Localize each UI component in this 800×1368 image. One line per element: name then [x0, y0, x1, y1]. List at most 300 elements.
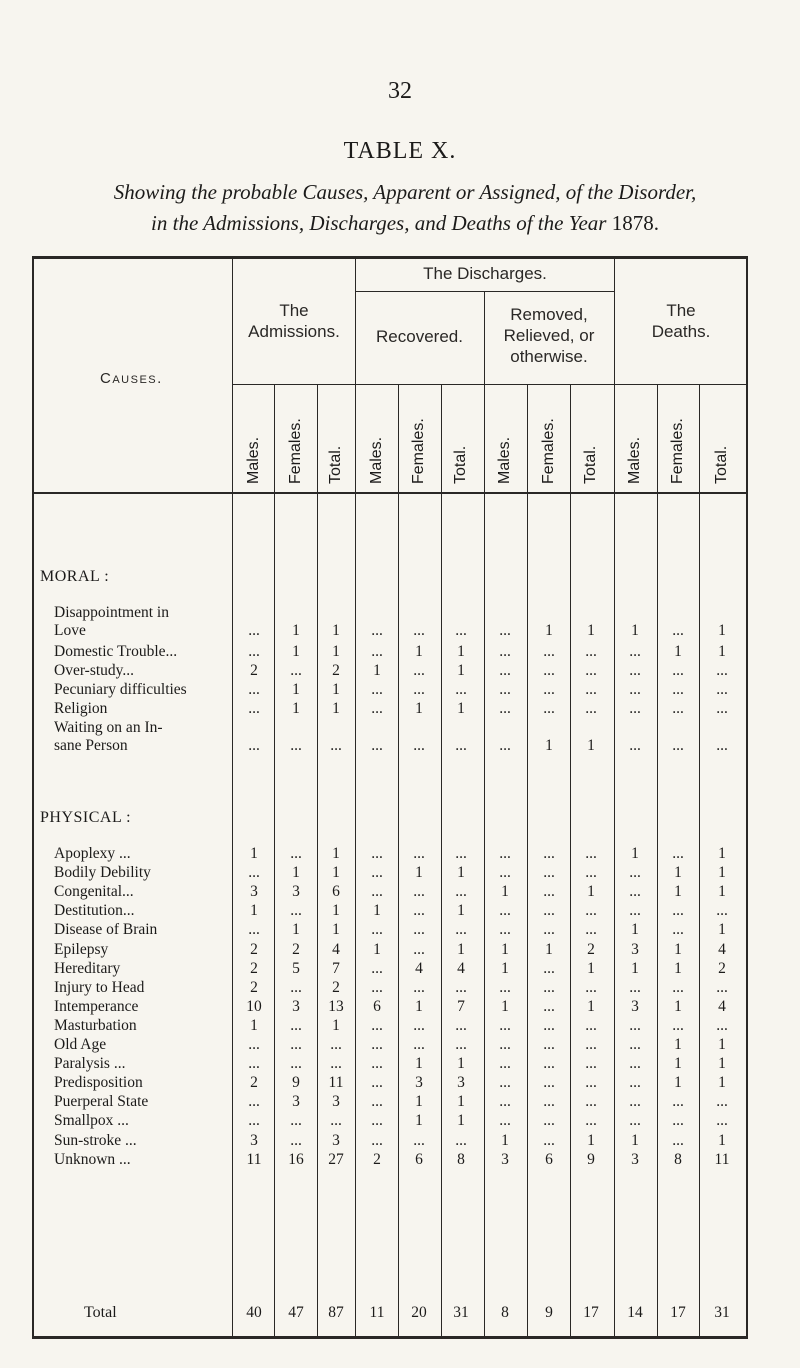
cell-admissions-females: 3 — [292, 883, 300, 901]
discharges-rule — [355, 291, 615, 292]
cell-admissions-females: 16 — [288, 1150, 304, 1168]
cell-recovered-males: 2 — [373, 1150, 381, 1168]
cell-removed-total: 9 — [587, 1150, 595, 1168]
cell-deaths-males: 1 — [631, 959, 639, 977]
cell-removed-females: ... — [543, 921, 555, 939]
row-label: Destitution... — [54, 902, 135, 920]
cell-recovered-females: 6 — [415, 1150, 423, 1168]
deaths-header-line-2: Deaths. — [651, 322, 711, 341]
cell-deaths-males: ... — [629, 681, 641, 698]
cell-admissions-total: 1 — [332, 902, 340, 920]
column-rule — [484, 291, 485, 1339]
cell-admissions-males: 11 — [246, 1150, 262, 1168]
removed-header-line-2: Relieved, or — [503, 326, 595, 345]
subheader-recovered-females: Females. — [410, 418, 427, 484]
cell-admissions-total: 1 — [332, 864, 340, 882]
cell-removed-total: 1 — [587, 997, 595, 1015]
cell-admissions-total: 1 — [332, 921, 340, 939]
cell-admissions-males: ... — [248, 700, 260, 717]
cell-recovered-females: ... — [413, 1036, 425, 1053]
cell-deaths-males: ... — [629, 737, 641, 754]
cell-admissions-total: 1 — [332, 681, 340, 698]
cell-removed-total: ... — [585, 1016, 597, 1034]
cell-admissions-males: 40 — [246, 1304, 262, 1321]
subheader-removed-females: Females. — [540, 418, 557, 484]
row-label: Puerperal State — [54, 1093, 149, 1111]
cell-recovered-males: ... — [371, 959, 383, 977]
cell-deaths-females: ... — [672, 1131, 684, 1149]
cell-admissions-males: ... — [248, 643, 260, 660]
table-subtitle — [30, 177, 780, 239]
cell-deaths-females: ... — [672, 622, 684, 639]
cell-admissions-females: ... — [290, 978, 302, 996]
cell-admissions-females: 3 — [292, 1093, 300, 1111]
cell-removed-females: ... — [543, 1036, 555, 1053]
row-label: Masturbation — [54, 1016, 137, 1034]
column-rule — [527, 384, 528, 1339]
page-number: 32 — [388, 78, 412, 104]
cell-recovered-females: ... — [413, 622, 425, 639]
cell-recovered-females: ... — [413, 662, 425, 679]
cell-removed-males: ... — [499, 845, 511, 862]
discharges-header: The Discharges. — [423, 264, 547, 283]
cell-recovered-males: ... — [371, 643, 383, 660]
cell-recovered-males: ... — [371, 1112, 383, 1130]
cell-deaths-males: ... — [629, 1074, 641, 1092]
cell-recovered-females: ... — [413, 940, 425, 958]
cell-deaths-males: ... — [629, 1055, 641, 1073]
cell-deaths-total: 1 — [718, 1074, 726, 1092]
cell-recovered-females: ... — [413, 1131, 425, 1149]
cell-recovered-females: ... — [413, 1016, 425, 1034]
cell-recovered-total: ... — [455, 681, 467, 698]
cell-recovered-females: 3 — [415, 1074, 423, 1092]
table-left-rule — [32, 256, 34, 1339]
cell-deaths-females: 1 — [674, 997, 682, 1015]
cell-removed-males: ... — [499, 643, 511, 660]
cell-admissions-females: ... — [290, 1036, 302, 1053]
cell-admissions-males: ... — [248, 622, 260, 639]
cell-removed-total: ... — [585, 1055, 597, 1073]
cell-deaths-total: 31 — [714, 1304, 730, 1321]
cell-recovered-total: 7 — [457, 997, 465, 1015]
cell-recovered-males: ... — [371, 845, 383, 862]
cell-admissions-total: ... — [330, 1055, 342, 1073]
column-rule — [699, 384, 700, 1339]
cell-deaths-total: ... — [716, 1016, 728, 1034]
cell-recovered-total: 4 — [457, 959, 465, 977]
column-rule — [232, 256, 233, 1339]
cell-removed-females: ... — [543, 978, 555, 996]
subheader-admissions-females: Females. — [287, 418, 304, 484]
total-row-label: Total — [84, 1304, 117, 1321]
cell-admissions-total: 7 — [332, 959, 340, 977]
cell-admissions-total: 2 — [332, 978, 340, 996]
cell-admissions-females: ... — [290, 1055, 302, 1073]
cell-deaths-males: ... — [629, 700, 641, 717]
cell-admissions-total: 6 — [332, 883, 340, 901]
cell-admissions-males: 1 — [250, 902, 258, 920]
cell-deaths-females: 17 — [670, 1304, 686, 1321]
row-label: Unknown ... — [54, 1150, 131, 1168]
cell-removed-males: ... — [499, 700, 511, 717]
cell-deaths-males: 1 — [631, 921, 639, 939]
cell-admissions-females: 1 — [292, 921, 300, 939]
cell-admissions-females: 5 — [292, 959, 300, 977]
cell-removed-males: ... — [499, 662, 511, 679]
cell-deaths-total: 1 — [718, 883, 726, 901]
cell-deaths-females: ... — [672, 921, 684, 939]
cell-removed-females: ... — [543, 1016, 555, 1034]
cell-recovered-total: 1 — [457, 662, 465, 679]
cell-admissions-total: 27 — [328, 1150, 344, 1168]
subheader-recovered-males: Males. — [368, 436, 385, 484]
cell-removed-males: 1 — [501, 959, 509, 977]
cell-recovered-total: ... — [455, 1016, 467, 1034]
cell-deaths-total: 1 — [718, 845, 726, 862]
cell-deaths-total: 1 — [718, 643, 726, 660]
row-label: Smallpox ... — [54, 1112, 129, 1130]
cell-removed-females: ... — [543, 1055, 555, 1073]
cell-recovered-males: 11 — [369, 1304, 385, 1321]
cell-deaths-total: ... — [716, 681, 728, 698]
cell-recovered-total: 31 — [453, 1304, 469, 1321]
cell-recovered-males: ... — [371, 681, 383, 698]
table-title: TABLE X. — [343, 138, 457, 164]
cell-recovered-total: 1 — [457, 940, 465, 958]
row-label: Predisposition — [54, 1074, 143, 1092]
cell-deaths-total: ... — [716, 1112, 728, 1130]
subheader-deaths-males: Males. — [626, 436, 643, 484]
cell-recovered-total: 3 — [457, 1074, 465, 1092]
header-bottom-rule — [32, 492, 748, 494]
admissions-header-line-1: The — [279, 301, 309, 320]
cell-removed-females: ... — [543, 643, 555, 660]
cell-recovered-females: 20 — [411, 1304, 427, 1321]
cell-removed-males: 8 — [501, 1304, 509, 1321]
cell-deaths-total: 11 — [714, 1150, 730, 1168]
row-label: Apoplexy ... — [54, 845, 131, 862]
cell-deaths-males: 1 — [631, 1131, 639, 1149]
cell-recovered-males: ... — [371, 700, 383, 717]
row-label: Over-study... — [54, 662, 135, 679]
subheader-removed-males: Males. — [496, 436, 513, 484]
cell-admissions-females: 1 — [292, 643, 300, 660]
cell-admissions-males: 2 — [250, 978, 258, 996]
cell-recovered-males: ... — [371, 1074, 383, 1092]
cell-recovered-males: ... — [371, 1093, 383, 1111]
cell-deaths-males: ... — [629, 643, 641, 660]
cell-admissions-total: 1 — [332, 700, 340, 717]
cell-admissions-males: ... — [248, 1036, 260, 1053]
cell-removed-total: ... — [585, 921, 597, 939]
subheader-deaths-females: Females. — [669, 418, 686, 484]
cell-removed-females: 1 — [545, 737, 553, 754]
cell-recovered-females: 1 — [415, 997, 423, 1015]
cell-deaths-total: ... — [716, 902, 728, 920]
row-label: Disease of Brain — [54, 921, 158, 939]
cell-deaths-females: 1 — [674, 1036, 682, 1053]
cell-admissions-males: 2 — [250, 940, 258, 958]
cell-removed-males: 1 — [501, 997, 509, 1015]
cell-recovered-females: 1 — [415, 643, 423, 660]
cell-admissions-females: 9 — [292, 1074, 300, 1092]
row-label: Waiting on an In- — [54, 719, 163, 736]
cell-recovered-males: ... — [371, 1016, 383, 1034]
cell-deaths-males: ... — [629, 1112, 641, 1130]
cell-removed-total: ... — [585, 1093, 597, 1111]
cell-deaths-females: ... — [672, 681, 684, 698]
cell-admissions-males: ... — [248, 921, 260, 939]
cell-admissions-females: ... — [290, 662, 302, 679]
cell-removed-females: ... — [543, 997, 555, 1015]
cell-removed-males: ... — [499, 921, 511, 939]
cell-admissions-females: ... — [290, 737, 302, 754]
row-label: Religion — [54, 700, 108, 717]
cell-removed-total: ... — [585, 662, 597, 679]
cell-deaths-males: ... — [629, 1093, 641, 1111]
row-label: Disappointment in — [54, 604, 169, 621]
cell-recovered-total: ... — [455, 1131, 467, 1149]
cell-removed-females: ... — [543, 883, 555, 901]
cell-deaths-total: ... — [716, 1093, 728, 1111]
cell-deaths-females: ... — [672, 902, 684, 920]
cell-removed-males: ... — [499, 737, 511, 754]
cell-admissions-females: ... — [290, 902, 302, 920]
cell-removed-total: 1 — [587, 959, 595, 977]
subheader-admissions-total: Total. — [327, 445, 344, 484]
row-label: Old Age — [54, 1036, 107, 1053]
cell-recovered-total: ... — [455, 737, 467, 754]
cell-removed-males: ... — [499, 902, 511, 920]
cell-admissions-total: 4 — [332, 940, 340, 958]
cell-admissions-males: ... — [248, 1055, 260, 1073]
row-label: Domestic Trouble... — [54, 643, 178, 660]
cell-removed-total: ... — [585, 902, 597, 920]
cell-removed-females: ... — [543, 700, 555, 717]
cell-deaths-total: 1 — [718, 1131, 726, 1149]
cell-admissions-females: ... — [290, 1131, 302, 1149]
cell-recovered-males: ... — [371, 921, 383, 939]
cell-admissions-males: 10 — [246, 997, 262, 1015]
deaths-header-line-1: The — [666, 301, 696, 320]
cell-recovered-females: 1 — [415, 1093, 423, 1111]
cell-recovered-males: ... — [371, 978, 383, 996]
cell-admissions-females: 1 — [292, 864, 300, 882]
cell-recovered-total: ... — [455, 978, 467, 996]
cell-admissions-females: ... — [290, 1112, 302, 1130]
cell-recovered-males: ... — [371, 737, 383, 754]
cell-admissions-males: ... — [248, 1093, 260, 1111]
cell-removed-total: ... — [585, 700, 597, 717]
cell-deaths-males: ... — [629, 1016, 641, 1034]
subheader-deaths-total: Total. — [713, 445, 730, 484]
cell-recovered-total: ... — [455, 845, 467, 862]
cell-removed-males: ... — [499, 1093, 511, 1111]
cell-removed-males: ... — [499, 1112, 511, 1130]
cell-recovered-total: 8 — [457, 1150, 465, 1168]
cell-recovered-total: 1 — [457, 864, 465, 882]
row-label: Pecuniary difficulties — [54, 681, 187, 698]
cell-deaths-total: ... — [716, 737, 728, 754]
cell-removed-total: 1 — [587, 737, 595, 754]
cell-removed-males: ... — [499, 978, 511, 996]
cell-removed-males: ... — [499, 1055, 511, 1073]
cell-recovered-females: ... — [413, 921, 425, 939]
cell-recovered-total: 1 — [457, 643, 465, 660]
cell-admissions-total: 87 — [328, 1304, 344, 1321]
cell-deaths-females: ... — [672, 1016, 684, 1034]
cell-admissions-total: 11 — [328, 1074, 344, 1092]
admissions-header-line-2: Admissions. — [248, 322, 340, 341]
cell-removed-total: ... — [585, 1036, 597, 1053]
cell-removed-females: ... — [543, 902, 555, 920]
cell-admissions-total: ... — [330, 1112, 342, 1130]
row-label: Hereditary — [54, 959, 121, 977]
cell-removed-females: 9 — [545, 1304, 553, 1321]
cell-deaths-females: 1 — [674, 883, 682, 901]
cell-deaths-females: 1 — [674, 940, 682, 958]
cell-deaths-total: 1 — [718, 622, 726, 639]
cell-deaths-females: 1 — [674, 959, 682, 977]
cell-deaths-females: ... — [672, 662, 684, 679]
cell-recovered-females: 1 — [415, 1055, 423, 1073]
cell-removed-males: 1 — [501, 1131, 509, 1149]
cell-deaths-males: 3 — [631, 940, 639, 958]
cell-recovered-females: 1 — [415, 864, 423, 882]
subtitle-year: 1878. — [611, 211, 659, 235]
cell-deaths-total: 4 — [718, 997, 726, 1015]
cell-recovered-total: ... — [455, 883, 467, 901]
cell-removed-total: ... — [585, 1112, 597, 1130]
causes-header: Causes. — [100, 370, 163, 387]
column-rule — [614, 256, 615, 1339]
cell-admissions-males: ... — [248, 864, 260, 882]
subtitle-line-2 — [30, 208, 780, 239]
cell-removed-total: ... — [585, 681, 597, 698]
cell-deaths-males: ... — [629, 978, 641, 996]
cell-deaths-females: 8 — [674, 1150, 682, 1168]
cell-deaths-males: 14 — [627, 1304, 643, 1321]
cell-recovered-females: ... — [413, 902, 425, 920]
cell-recovered-total: 1 — [457, 1093, 465, 1111]
cell-removed-total: 1 — [587, 883, 595, 901]
section-physical: PHYSICAL : — [40, 809, 132, 826]
column-rule — [274, 384, 275, 1339]
cell-removed-females: ... — [543, 681, 555, 698]
cell-deaths-total: 4 — [718, 940, 726, 958]
row-label: sane Person — [54, 737, 128, 754]
cell-recovered-females: 1 — [415, 1112, 423, 1130]
cell-recovered-females: ... — [413, 883, 425, 901]
table-right-rule — [746, 256, 748, 1339]
cell-admissions-males: 3 — [250, 883, 258, 901]
cell-removed-females: ... — [543, 1131, 555, 1149]
cell-deaths-females: ... — [672, 1093, 684, 1111]
row-label: Epilepsy — [54, 940, 109, 958]
cell-removed-females: ... — [543, 864, 555, 882]
cell-admissions-total: 2 — [332, 662, 340, 679]
cell-removed-females: 1 — [545, 622, 553, 639]
cell-removed-total: ... — [585, 1074, 597, 1092]
cell-deaths-total: 1 — [718, 1036, 726, 1053]
cell-admissions-total: 1 — [332, 1016, 340, 1034]
cell-admissions-males: 1 — [250, 845, 258, 862]
cell-deaths-females: ... — [672, 978, 684, 996]
cell-removed-males: 3 — [501, 1150, 509, 1168]
cell-deaths-males: 1 — [631, 622, 639, 639]
cell-removed-total: 1 — [587, 622, 595, 639]
cell-removed-females: ... — [543, 1112, 555, 1130]
cell-admissions-females: ... — [290, 1016, 302, 1034]
cell-admissions-males: ... — [248, 737, 260, 754]
cell-admissions-females: 1 — [292, 681, 300, 698]
cell-recovered-males: 1 — [373, 940, 381, 958]
removed-header-line-1: Removed, — [510, 305, 588, 324]
cell-recovered-total: 1 — [457, 902, 465, 920]
cell-admissions-females: 47 — [288, 1304, 304, 1321]
cell-removed-males: 1 — [501, 883, 509, 901]
cell-removed-females: ... — [543, 845, 555, 862]
row-label: Injury to Head — [54, 978, 145, 996]
cell-admissions-females: 3 — [292, 997, 300, 1015]
cell-removed-total: 1 — [587, 1131, 595, 1149]
cell-deaths-females: 1 — [674, 1074, 682, 1092]
cell-recovered-males: ... — [371, 1131, 383, 1149]
row-label: Intemperance — [54, 997, 139, 1015]
cell-admissions-males: 2 — [250, 662, 258, 679]
row-label: Bodily Debility — [54, 864, 151, 882]
cell-deaths-total: 1 — [718, 864, 726, 882]
cell-admissions-males: 3 — [250, 1131, 258, 1149]
cell-deaths-total: 2 — [718, 959, 726, 977]
cell-removed-males: ... — [499, 1074, 511, 1092]
removed-header-line-3: otherwise. — [510, 347, 588, 366]
cell-admissions-females: ... — [290, 845, 302, 862]
cell-removed-females: 1 — [545, 940, 553, 958]
cell-removed-total: 2 — [587, 940, 595, 958]
cell-recovered-males: ... — [371, 1036, 383, 1053]
cell-removed-males: 1 — [501, 940, 509, 958]
cell-deaths-females: ... — [672, 1112, 684, 1130]
table-top-rule — [32, 256, 748, 259]
subtitle-line-1: Showing the probable Causes, Apparent or Assigned, of the Disorder, — [113, 180, 697, 204]
cell-admissions-total: 13 — [328, 997, 344, 1015]
cell-recovered-females: 1 — [415, 700, 423, 717]
cell-admissions-females: 2 — [292, 940, 300, 958]
row-label: Paralysis ... — [54, 1055, 126, 1073]
cell-removed-males: ... — [499, 681, 511, 698]
cell-admissions-females: 1 — [292, 700, 300, 717]
cell-removed-females: ... — [543, 1093, 555, 1111]
cell-admissions-males: 2 — [250, 1074, 258, 1092]
cell-deaths-males: 3 — [631, 997, 639, 1015]
cell-recovered-total: ... — [455, 1036, 467, 1053]
cell-removed-total: ... — [585, 978, 597, 996]
cell-admissions-males: ... — [248, 681, 260, 698]
cell-deaths-females: 1 — [674, 864, 682, 882]
cell-admissions-males: ... — [248, 1112, 260, 1130]
cell-removed-males: ... — [499, 864, 511, 882]
cell-deaths-total: 1 — [718, 921, 726, 939]
cell-deaths-males: ... — [629, 883, 641, 901]
cell-recovered-females: 4 — [415, 959, 423, 977]
cell-removed-total: ... — [585, 864, 597, 882]
cell-recovered-females: ... — [413, 737, 425, 754]
subtitle-line-2-text: in the Admissions, Discharges, and Deaths of the Year — [151, 211, 607, 235]
cell-recovered-males: 1 — [373, 662, 381, 679]
cell-deaths-total: ... — [716, 662, 728, 679]
